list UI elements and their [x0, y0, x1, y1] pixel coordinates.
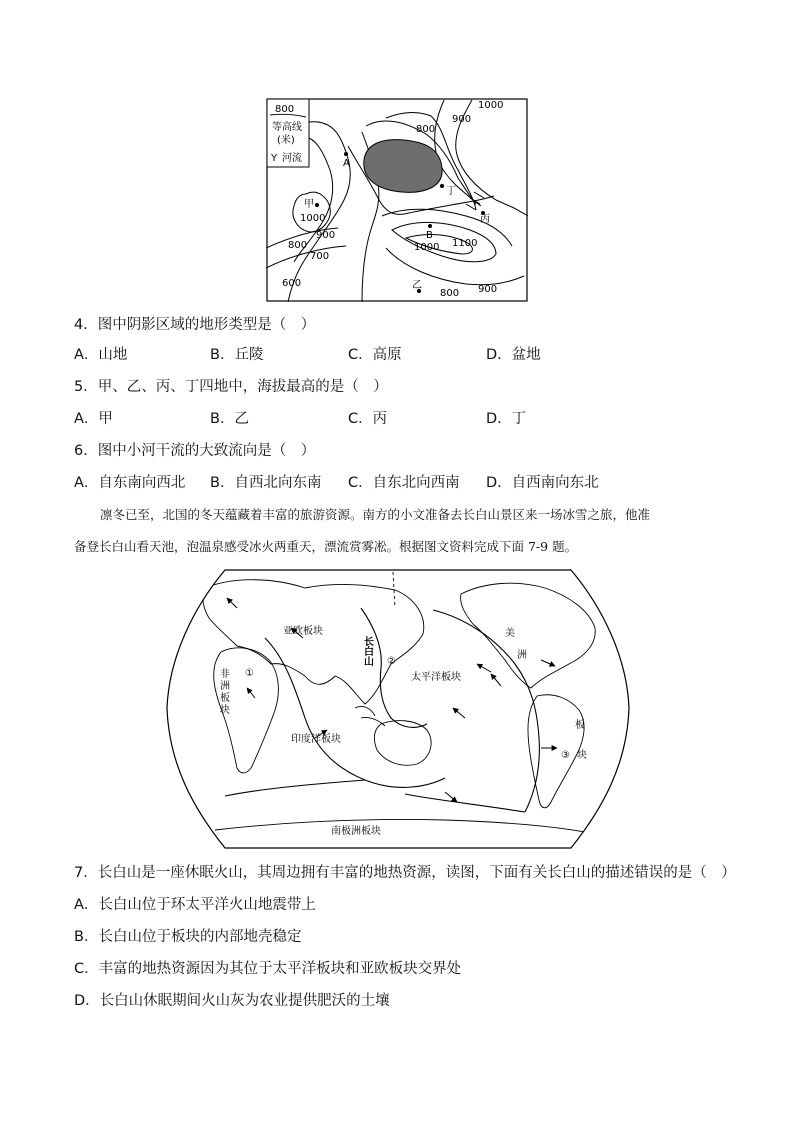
q4-option-a[interactable]: A．山地: [74, 347, 128, 363]
label-900-left: 900: [316, 230, 336, 241]
shaded-region: [364, 140, 442, 193]
label-800-bottom: 800: [440, 288, 460, 299]
marker-3: ③: [561, 750, 570, 761]
label-american-2: 洲: [517, 650, 527, 661]
legend-river-label: 河流: [282, 153, 302, 164]
intro-line-2: 备登长白山看天池，泡温泉感受冰火两重天，漂流赏雾凇。根据图文资料完成下面 7-9 题。: [74, 539, 578, 554]
question-4-stem: 4．图中阴影区域的地形类型是（ ）: [74, 317, 316, 333]
label-B: B: [426, 230, 433, 241]
label-900-bottom: 900: [478, 284, 498, 295]
q6-option-d[interactable]: D．自西南向东北: [486, 475, 599, 491]
q6-option-b[interactable]: B．自西北向东南: [210, 475, 322, 491]
question-6-stem: 6．图中小河干流的大致流向是（ ）: [74, 443, 316, 459]
label-bing: 丙: [480, 214, 490, 225]
q5-option-b[interactable]: B．乙: [210, 411, 249, 427]
marker-2: ②: [387, 656, 396, 667]
world-plate-map: [165, 568, 631, 850]
contour-map: [266, 98, 528, 302]
legend-contour-value: 800: [275, 104, 295, 115]
q7-option-c[interactable]: C．丰富的地热资源因为其位于太平洋板块和亚欧板块交界处: [74, 961, 462, 977]
label-antarctic-plate: 南极洲板块: [331, 826, 381, 837]
label-1000-left: 1000: [300, 213, 326, 224]
label-800-mid: 800: [416, 124, 436, 135]
label-A: A: [343, 158, 350, 169]
label-american-4: 块: [577, 750, 587, 761]
q4-option-c[interactable]: C．高原: [348, 347, 402, 363]
label-american-3: 板: [575, 720, 585, 731]
q6-option-a[interactable]: A．自东南向西北: [74, 475, 186, 491]
q7-option-d[interactable]: D．长白山休眠期间火山灰为农业提供肥沃的土壤: [74, 993, 390, 1009]
label-900-top: 900: [452, 114, 472, 125]
q5-option-c[interactable]: C．丙: [348, 411, 388, 427]
label-changbai: 长白山: [361, 636, 373, 666]
q7-option-a[interactable]: A．长白山位于环太平洋火山地震带上: [74, 897, 316, 913]
map-legend: [267, 99, 309, 167]
q4-option-b[interactable]: B．丘陵: [210, 347, 264, 363]
label-indian-plate: 印度洋板块: [291, 734, 341, 745]
label-eurasian-plate: 亚欧板块: [283, 626, 323, 637]
q4-option-d[interactable]: D．盆地: [486, 347, 541, 363]
q5-option-a[interactable]: A．甲: [74, 411, 113, 427]
label-800-left: 800: [288, 240, 308, 251]
q7-option-b[interactable]: B．长白山位于板块的内部地壳稳定: [74, 929, 302, 945]
label-1000-top: 1000: [478, 100, 504, 111]
label-pacific-plate: 太平洋板块: [411, 672, 461, 683]
q5-option-d[interactable]: D．丁: [486, 411, 527, 427]
label-yi: 乙: [412, 280, 422, 291]
label-1000-right: 1000: [414, 242, 440, 253]
marker-1: ①: [245, 668, 254, 679]
question-5-stem: 5．甲、乙、丙、丁四地中，海拔最高的是（ ）: [74, 379, 388, 395]
label-600: 600: [282, 278, 302, 289]
label-700: 700: [310, 251, 330, 262]
legend-contour-label: 等高线: [272, 122, 302, 133]
label-ding: 丁: [446, 186, 456, 197]
label-1100: 1100: [452, 238, 478, 249]
label-jia: 甲: [304, 199, 314, 210]
river-icon: Y: [271, 153, 278, 164]
legend-unit: (米): [277, 135, 295, 146]
q6-option-c[interactable]: C．自东北向西南: [348, 475, 460, 491]
question-7-stem: 7．长白山是一座休眠火山，其周边拥有丰富的地热资源，读图，下面有关长白山的描述错误的是（ ）: [74, 865, 736, 881]
label-american-1: 美: [505, 628, 515, 639]
label-african-plate: 非洲板块: [217, 668, 229, 716]
intro-line-1: 凛冬已至，北国的冬天蕴藏着丰富的旅游资源。南方的小文准备去长白山景区来一场冰雪之旅，他准: [100, 507, 651, 522]
